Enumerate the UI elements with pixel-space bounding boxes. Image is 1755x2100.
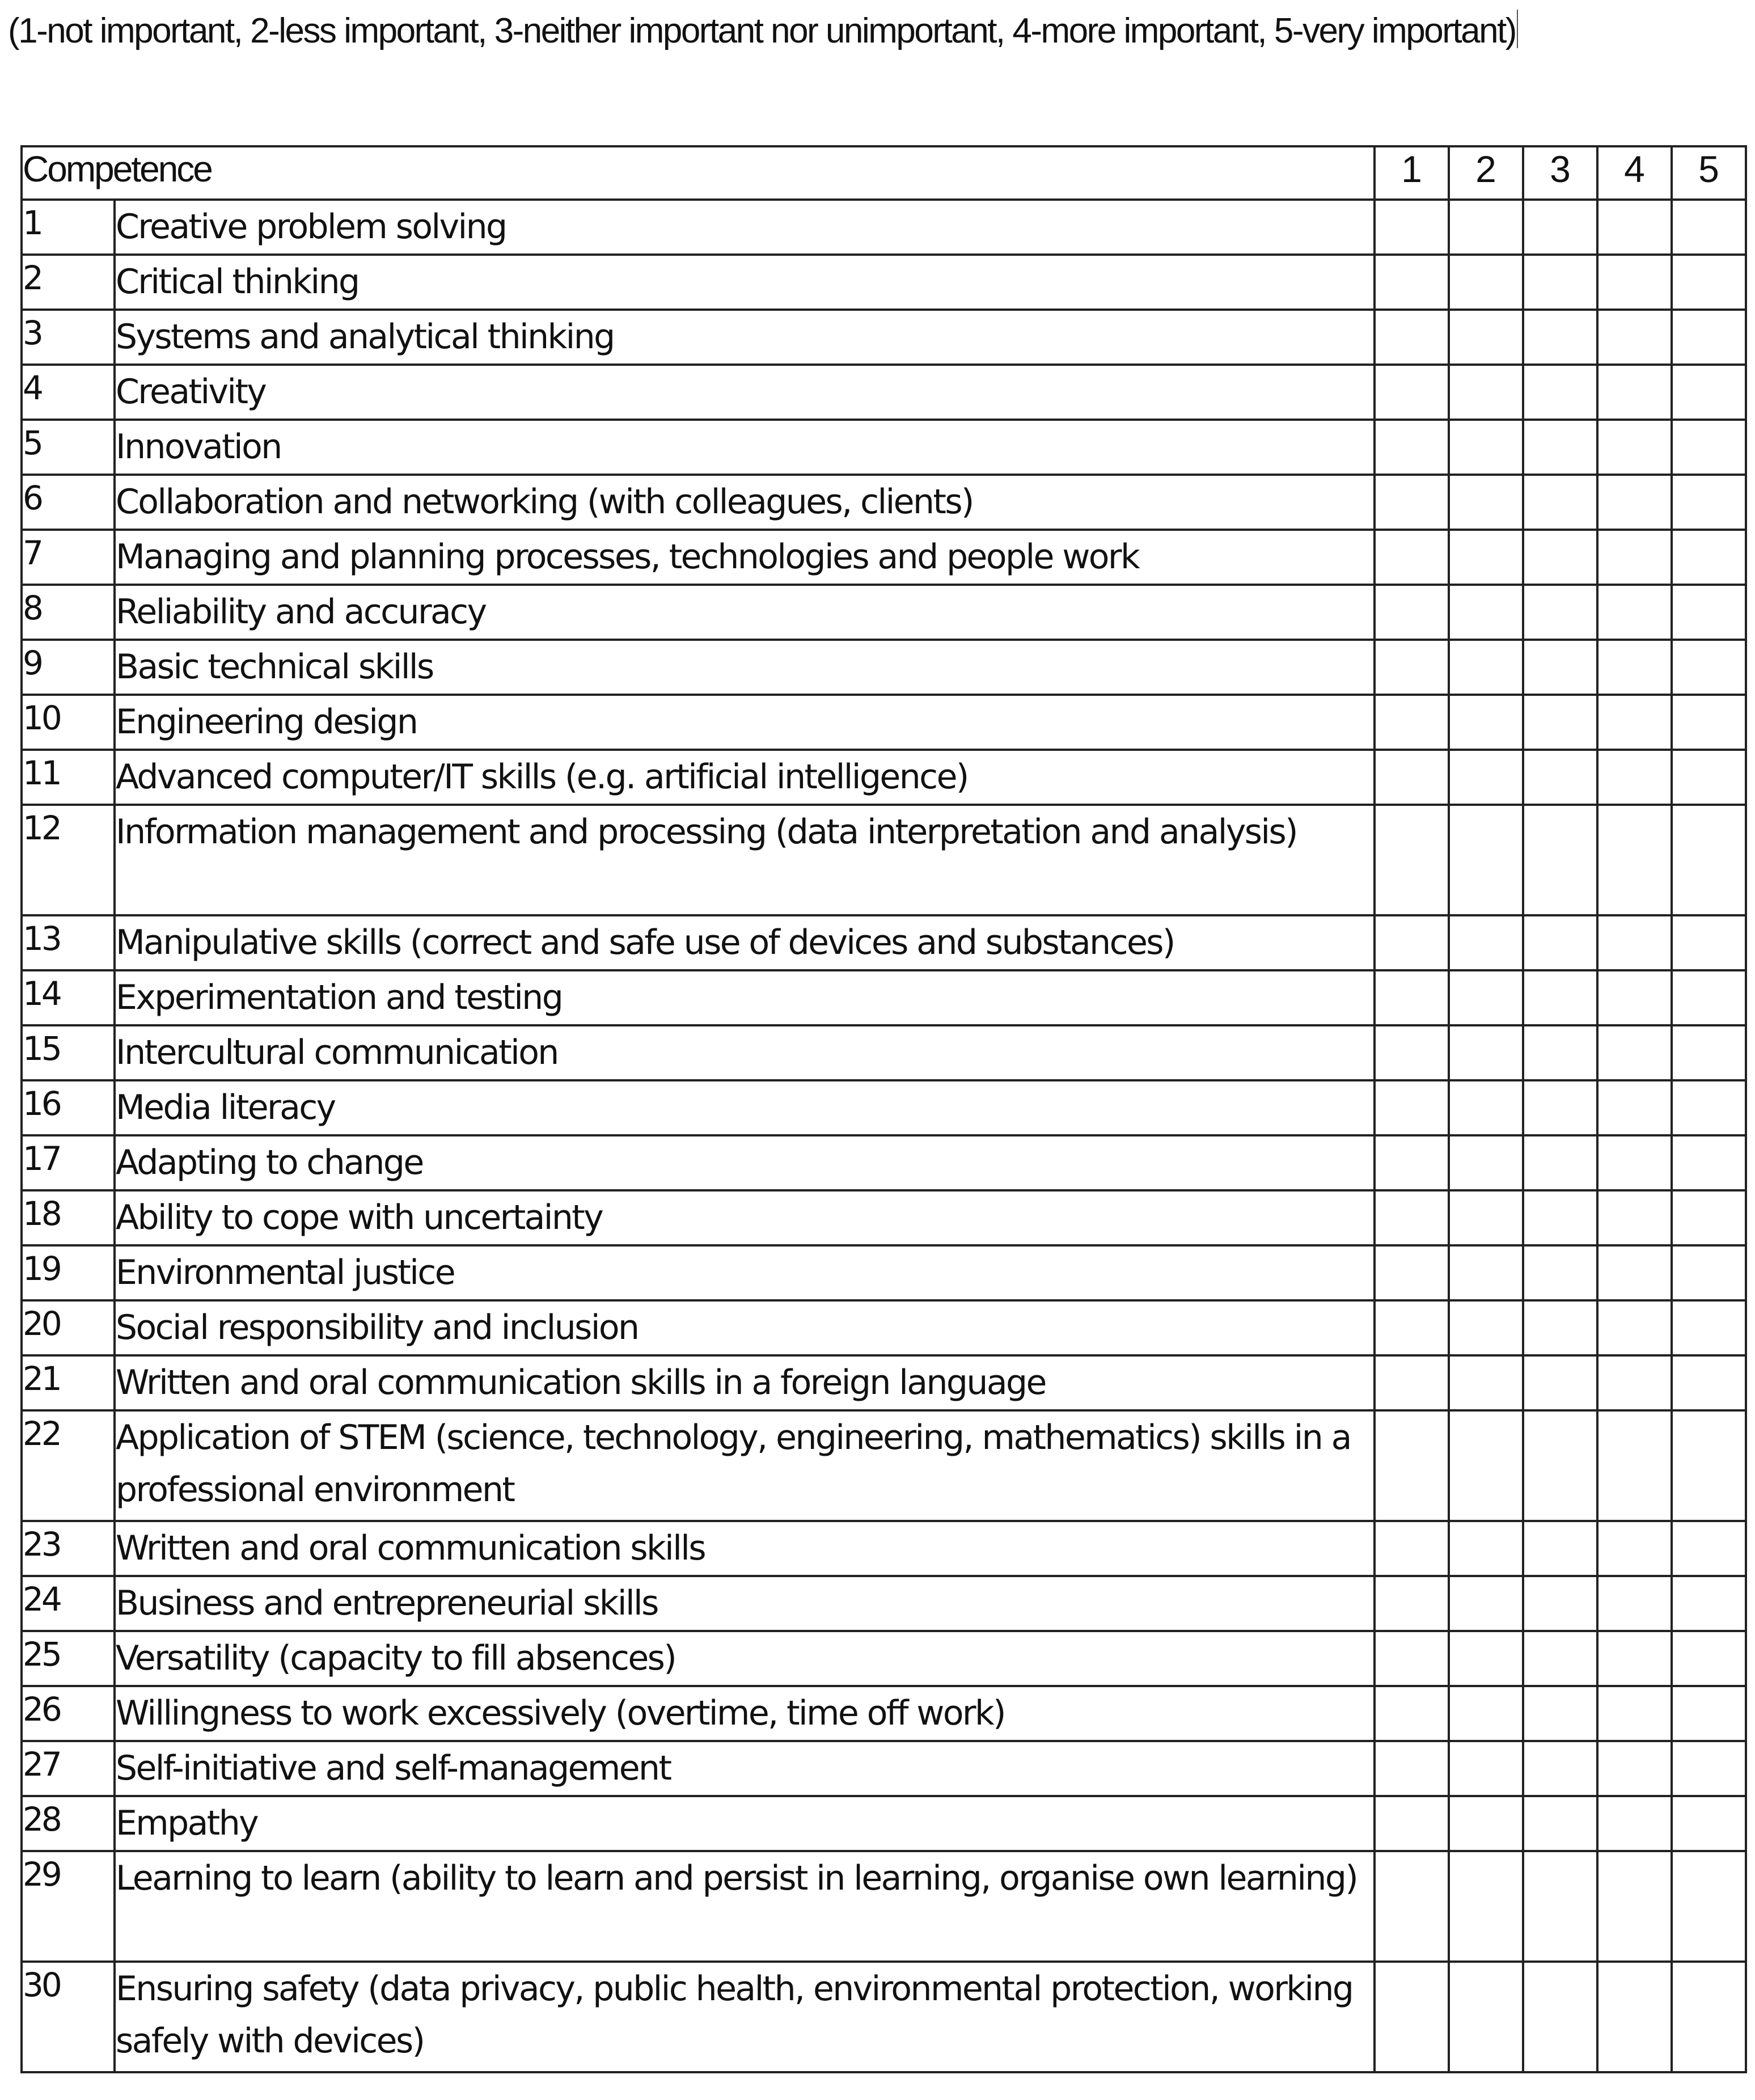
- rating-cell-1[interactable]: [1375, 1410, 1449, 1521]
- table-row: [22, 750, 1746, 805]
- row-number: 11: [22, 750, 115, 805]
- rating-cell-3[interactable]: [1523, 200, 1597, 255]
- rating-cell-1[interactable]: [1375, 1135, 1449, 1190]
- rating-cell-1[interactable]: [1375, 1355, 1449, 1410]
- competence-label: Critical thinking: [115, 255, 1375, 310]
- row-number: 6: [22, 475, 115, 530]
- rating-cell-4[interactable]: [1597, 640, 1672, 695]
- rating-cell-3[interactable]: [1523, 1355, 1597, 1410]
- rating-cell-3[interactable]: [1523, 695, 1597, 750]
- header-score-3: 3: [1523, 146, 1597, 200]
- table-row: [22, 915, 1746, 970]
- competence-label: Ability to cope with uncertainty: [115, 1190, 1375, 1245]
- table-row: [22, 255, 1746, 310]
- table-row: [22, 365, 1746, 420]
- rating-cell-2[interactable]: [1449, 805, 1523, 915]
- rating-cell-4[interactable]: [1597, 1741, 1672, 1796]
- rating-cell-5[interactable]: [1672, 695, 1746, 750]
- rating-cell-2[interactable]: [1449, 1851, 1523, 1962]
- rating-cell-2[interactable]: [1449, 1080, 1523, 1135]
- competence-label: Environmental justice: [115, 1245, 1375, 1300]
- row-number: 23: [22, 1521, 115, 1576]
- competence-label: Application of STEM (science, technology, engineering, mathematics) skills in a professional environment: [115, 1410, 1375, 1521]
- rating-cell-3[interactable]: [1523, 1025, 1597, 1080]
- rating-cell-3[interactable]: [1523, 1245, 1597, 1300]
- rating-cell-5[interactable]: [1672, 1300, 1746, 1355]
- rating-cell-2[interactable]: [1449, 585, 1523, 640]
- row-number: 5: [22, 420, 115, 475]
- rating-cell-5[interactable]: [1672, 1025, 1746, 1080]
- rating-cell-2[interactable]: [1449, 365, 1523, 420]
- rating-cell-3[interactable]: [1523, 585, 1597, 640]
- rating-cell-3[interactable]: [1523, 475, 1597, 530]
- rating-cell-5[interactable]: [1672, 1410, 1746, 1521]
- rating-cell-5[interactable]: [1672, 1355, 1746, 1410]
- rating-cell-2[interactable]: [1449, 420, 1523, 475]
- competence-label: Empathy: [115, 1796, 1375, 1851]
- rating-cell-5[interactable]: [1672, 1190, 1746, 1245]
- row-number: 28: [22, 1796, 115, 1851]
- table-header-row: [22, 146, 1746, 200]
- row-number: 27: [22, 1741, 115, 1796]
- header-score-1: 1: [1375, 146, 1449, 200]
- rating-cell-2[interactable]: [1449, 310, 1523, 365]
- rating-cell-1[interactable]: [1375, 1796, 1449, 1851]
- competence-label: Creative problem solving: [115, 200, 1375, 255]
- table-row: [22, 1300, 1746, 1355]
- rating-cell-3[interactable]: [1523, 1576, 1597, 1631]
- row-number: 12: [22, 805, 115, 915]
- table-row: [22, 1025, 1746, 1080]
- rating-cell-1[interactable]: [1375, 1576, 1449, 1631]
- rating-cell-2[interactable]: [1449, 1631, 1523, 1686]
- rating-cell-1[interactable]: [1375, 1080, 1449, 1135]
- rating-cell-3[interactable]: [1523, 1135, 1597, 1190]
- table-row: [22, 695, 1746, 750]
- rating-cell-1[interactable]: [1375, 585, 1449, 640]
- table-row: [22, 970, 1746, 1025]
- rating-cell-1[interactable]: [1375, 1190, 1449, 1245]
- rating-cell-3[interactable]: [1523, 640, 1597, 695]
- row-number: 19: [22, 1245, 115, 1300]
- competence-label: Advanced computer/IT skills (e.g. artificial intelligence): [115, 750, 1375, 805]
- rating-cell-4[interactable]: [1597, 1962, 1672, 2072]
- rating-cell-1[interactable]: [1375, 805, 1449, 915]
- row-number: 1: [22, 200, 115, 255]
- row-number: 30: [22, 1962, 115, 2072]
- rating-cell-2[interactable]: [1449, 1576, 1523, 1631]
- rating-cell-3[interactable]: [1523, 365, 1597, 420]
- rating-cell-5[interactable]: [1672, 1631, 1746, 1686]
- row-number: 3: [22, 310, 115, 365]
- competence-label: Managing and planning processes, technologies and people work: [115, 530, 1375, 585]
- rating-cell-4[interactable]: [1597, 1300, 1672, 1355]
- rating-cell-2[interactable]: [1449, 640, 1523, 695]
- rating-cell-5[interactable]: [1672, 1796, 1746, 1851]
- rating-cell-1[interactable]: [1375, 1245, 1449, 1300]
- row-number: 10: [22, 695, 115, 750]
- row-number: 14: [22, 970, 115, 1025]
- row-number: 9: [22, 640, 115, 695]
- row-number: 21: [22, 1355, 115, 1410]
- competence-label: Willingness to work excessively (overtime, time off work): [115, 1686, 1375, 1741]
- competence-label: Written and oral communication skills in a foreign language: [115, 1355, 1375, 1410]
- rating-cell-1[interactable]: [1375, 420, 1449, 475]
- table-row: [22, 1741, 1746, 1796]
- rating-cell-4[interactable]: [1597, 255, 1672, 310]
- competence-label: Adapting to change: [115, 1135, 1375, 1190]
- competence-label: Engineering design: [115, 695, 1375, 750]
- competence-label: Self-initiative and self-management: [115, 1741, 1375, 1796]
- table-row: [22, 1631, 1746, 1686]
- rating-cell-5[interactable]: [1672, 585, 1746, 640]
- rating-cell-2[interactable]: [1449, 1245, 1523, 1300]
- table-row: [22, 805, 1746, 915]
- rating-cell-4[interactable]: [1597, 475, 1672, 530]
- rating-cell-1[interactable]: [1375, 915, 1449, 970]
- rating-cell-5[interactable]: [1672, 640, 1746, 695]
- row-number: 7: [22, 530, 115, 585]
- rating-cell-2[interactable]: [1449, 1355, 1523, 1410]
- competence-label: Media literacy: [115, 1080, 1375, 1135]
- rating-cell-1[interactable]: [1375, 1025, 1449, 1080]
- rating-cell-4[interactable]: [1597, 200, 1672, 255]
- rating-cell-3[interactable]: [1523, 1796, 1597, 1851]
- rating-cell-3[interactable]: [1523, 970, 1597, 1025]
- rating-cell-5[interactable]: [1672, 1686, 1746, 1741]
- table-row: [22, 1355, 1746, 1410]
- rating-cell-5[interactable]: [1672, 530, 1746, 585]
- header-competence: Competence: [22, 146, 1375, 200]
- table-row: [22, 530, 1746, 585]
- table-row: [22, 420, 1746, 475]
- rating-cell-4[interactable]: [1597, 1686, 1672, 1741]
- rating-cell-5[interactable]: [1672, 1245, 1746, 1300]
- rating-cell-1[interactable]: [1375, 750, 1449, 805]
- rating-cell-5[interactable]: [1672, 1962, 1746, 2072]
- rating-cell-1[interactable]: [1375, 1300, 1449, 1355]
- rating-cell-4[interactable]: [1597, 1190, 1672, 1245]
- table-row: [22, 475, 1746, 530]
- rating-cell-4[interactable]: [1597, 1025, 1672, 1080]
- rating-cell-4[interactable]: [1597, 420, 1672, 475]
- rating-cell-2[interactable]: [1449, 915, 1523, 970]
- rating-cell-1[interactable]: [1375, 1741, 1449, 1796]
- header-score-2: 2: [1449, 146, 1523, 200]
- rating-cell-2[interactable]: [1449, 1300, 1523, 1355]
- rating-cell-2[interactable]: [1449, 200, 1523, 255]
- rating-cell-4[interactable]: [1597, 530, 1672, 585]
- rating-cell-4[interactable]: [1597, 1080, 1672, 1135]
- row-number: 4: [22, 365, 115, 420]
- table-row: [22, 1245, 1746, 1300]
- rating-cell-1[interactable]: [1375, 475, 1449, 530]
- rating-cell-4[interactable]: [1597, 1245, 1672, 1300]
- rating-cell-4[interactable]: [1597, 970, 1672, 1025]
- row-number: 17: [22, 1135, 115, 1190]
- rating-cell-3[interactable]: [1523, 1080, 1597, 1135]
- competence-label: Information management and processing (data interpretation and analysis): [115, 805, 1375, 915]
- rating-cell-5[interactable]: [1672, 365, 1746, 420]
- competence-label: Intercultural communication: [115, 1025, 1375, 1080]
- competence-label: Innovation: [115, 420, 1375, 475]
- rating-cell-3[interactable]: [1523, 1851, 1597, 1962]
- rating-cell-2[interactable]: [1449, 1962, 1523, 2072]
- competence-label: Written and oral communication skills: [115, 1521, 1375, 1576]
- rating-cell-1[interactable]: [1375, 310, 1449, 365]
- rating-cell-1[interactable]: [1375, 970, 1449, 1025]
- rating-cell-4[interactable]: [1597, 1576, 1672, 1631]
- rating-scale-legend: [8, 5, 1743, 58]
- rating-cell-3[interactable]: [1523, 750, 1597, 805]
- rating-cell-1[interactable]: [1375, 530, 1449, 585]
- table-row: [22, 1796, 1746, 1851]
- rating-cell-3[interactable]: [1523, 1631, 1597, 1686]
- table-row: [22, 1410, 1746, 1521]
- row-number: 25: [22, 1631, 115, 1686]
- rating-cell-2[interactable]: [1449, 1190, 1523, 1245]
- rating-cell-5[interactable]: [1672, 750, 1746, 805]
- rating-cell-3[interactable]: [1523, 255, 1597, 310]
- rating-cell-2[interactable]: [1449, 530, 1523, 585]
- rating-cell-3[interactable]: [1523, 1300, 1597, 1355]
- rating-cell-1[interactable]: [1375, 1962, 1449, 2072]
- row-number: 15: [22, 1025, 115, 1080]
- rating-cell-5[interactable]: [1672, 1576, 1746, 1631]
- table-row: [22, 1080, 1746, 1135]
- rating-cell-2[interactable]: [1449, 475, 1523, 530]
- competence-label: Versatility (capacity to fill absences): [115, 1631, 1375, 1686]
- rating-cell-3[interactable]: [1523, 805, 1597, 915]
- table-row: [22, 1135, 1746, 1190]
- rating-cell-1[interactable]: [1375, 1631, 1449, 1686]
- rating-cell-4[interactable]: [1597, 1851, 1672, 1962]
- competence-label: Ensuring safety (data privacy, public health, environmental protection, working safely with devices): [115, 1962, 1375, 2072]
- table-body: [22, 200, 1746, 2072]
- rating-cell-1[interactable]: [1375, 695, 1449, 750]
- rating-cell-1[interactable]: [1375, 1521, 1449, 1576]
- rating-cell-4[interactable]: [1597, 1521, 1672, 1576]
- row-number: 2: [22, 255, 115, 310]
- rating-cell-5[interactable]: [1672, 1135, 1746, 1190]
- rating-cell-2[interactable]: [1449, 695, 1523, 750]
- competence-label: Social responsibility and inclusion: [115, 1300, 1375, 1355]
- table-row: [22, 585, 1746, 640]
- rating-cell-2[interactable]: [1449, 1796, 1523, 1851]
- table-row: [22, 1851, 1746, 1962]
- rating-cell-4[interactable]: [1597, 365, 1672, 420]
- rating-cell-4[interactable]: [1597, 1796, 1672, 1851]
- competence-label: Manipulative skills (correct and safe use of devices and substances): [115, 915, 1375, 970]
- rating-cell-5[interactable]: [1672, 255, 1746, 310]
- rating-cell-4[interactable]: [1597, 750, 1672, 805]
- rating-cell-2[interactable]: [1449, 750, 1523, 805]
- rating-cell-3[interactable]: [1523, 915, 1597, 970]
- rating-cell-4[interactable]: [1597, 1631, 1672, 1686]
- rating-cell-3[interactable]: [1523, 1190, 1597, 1245]
- header-score-4: 4: [1597, 146, 1672, 200]
- rating-cell-2[interactable]: [1449, 1135, 1523, 1190]
- row-number: 22: [22, 1410, 115, 1521]
- rating-cell-3[interactable]: [1523, 1962, 1597, 2072]
- rating-cell-1[interactable]: [1375, 200, 1449, 255]
- rating-cell-2[interactable]: [1449, 1686, 1523, 1741]
- rating-cell-5[interactable]: [1672, 310, 1746, 365]
- table-row: [22, 1576, 1746, 1631]
- row-number: 13: [22, 915, 115, 970]
- rating-cell-1[interactable]: [1375, 255, 1449, 310]
- table-row: [22, 310, 1746, 365]
- rating-cell-4[interactable]: [1597, 915, 1672, 970]
- rating-cell-5[interactable]: [1672, 1851, 1746, 1962]
- competence-label: Learning to learn (ability to learn and persist in learning, organise own learning): [115, 1851, 1375, 1962]
- rating-cell-4[interactable]: [1597, 1135, 1672, 1190]
- table-row: [22, 1962, 1746, 2072]
- rating-cell-2[interactable]: [1449, 1410, 1523, 1521]
- rating-cell-4[interactable]: [1597, 1355, 1672, 1410]
- competence-label: Reliability and accuracy: [115, 585, 1375, 640]
- row-number: 18: [22, 1190, 115, 1245]
- competence-rating-table: [20, 145, 1747, 2073]
- row-number: 26: [22, 1686, 115, 1741]
- rating-cell-5[interactable]: [1672, 915, 1746, 970]
- rating-cell-5[interactable]: [1672, 200, 1746, 255]
- competence-label: Experimentation and testing: [115, 970, 1375, 1025]
- rating-cell-3[interactable]: [1523, 1686, 1597, 1741]
- rating-scale-text: (1-not important, 2-less important, 3-neither important nor unimportant, 4-more important, 5-very important): [8, 11, 1516, 50]
- rating-cell-3[interactable]: [1523, 310, 1597, 365]
- header-score-5: 5: [1672, 146, 1746, 200]
- table-row: [22, 640, 1746, 695]
- rating-cell-2[interactable]: [1449, 1521, 1523, 1576]
- rating-cell-5[interactable]: [1672, 805, 1746, 915]
- rating-cell-1[interactable]: [1375, 365, 1449, 420]
- table-row: [22, 1190, 1746, 1245]
- rating-cell-4[interactable]: [1597, 805, 1672, 915]
- rating-cell-2[interactable]: [1449, 1025, 1523, 1080]
- table-row: [22, 1686, 1746, 1741]
- row-number: 24: [22, 1576, 115, 1631]
- rating-cell-5[interactable]: [1672, 1521, 1746, 1576]
- rating-cell-4[interactable]: [1597, 695, 1672, 750]
- row-number: 20: [22, 1300, 115, 1355]
- competence-label: Business and entrepreneurial skills: [115, 1576, 1375, 1631]
- rating-cell-3[interactable]: [1523, 420, 1597, 475]
- table-row: [22, 1521, 1746, 1576]
- rating-cell-4[interactable]: [1597, 1410, 1672, 1521]
- competence-label: Systems and analytical thinking: [115, 310, 1375, 365]
- rating-cell-5[interactable]: [1672, 1080, 1746, 1135]
- row-number: 29: [22, 1851, 115, 1962]
- rating-cell-5[interactable]: [1672, 970, 1746, 1025]
- rating-cell-2[interactable]: [1449, 255, 1523, 310]
- table-row: [22, 200, 1746, 255]
- rating-cell-3[interactable]: [1523, 1521, 1597, 1576]
- competence-label: Collaboration and networking (with colleagues, clients): [115, 475, 1375, 530]
- rating-cell-4[interactable]: [1597, 310, 1672, 365]
- rating-cell-2[interactable]: [1449, 1741, 1523, 1796]
- rating-cell-1[interactable]: [1375, 640, 1449, 695]
- rating-cell-4[interactable]: [1597, 585, 1672, 640]
- rating-cell-5[interactable]: [1672, 420, 1746, 475]
- rating-cell-5[interactable]: [1672, 475, 1746, 530]
- competence-label: Creativity: [115, 365, 1375, 420]
- rating-cell-3[interactable]: [1523, 530, 1597, 585]
- rating-cell-5[interactable]: [1672, 1741, 1746, 1796]
- rating-cell-1[interactable]: [1375, 1686, 1449, 1741]
- row-number: 16: [22, 1080, 115, 1135]
- rating-cell-2[interactable]: [1449, 970, 1523, 1025]
- rating-cell-3[interactable]: [1523, 1741, 1597, 1796]
- competence-label: Basic technical skills: [115, 640, 1375, 695]
- rating-cell-1[interactable]: [1375, 1851, 1449, 1962]
- row-number: 8: [22, 585, 115, 640]
- rating-cell-3[interactable]: [1523, 1410, 1597, 1521]
- text-cursor: [1517, 10, 1518, 48]
